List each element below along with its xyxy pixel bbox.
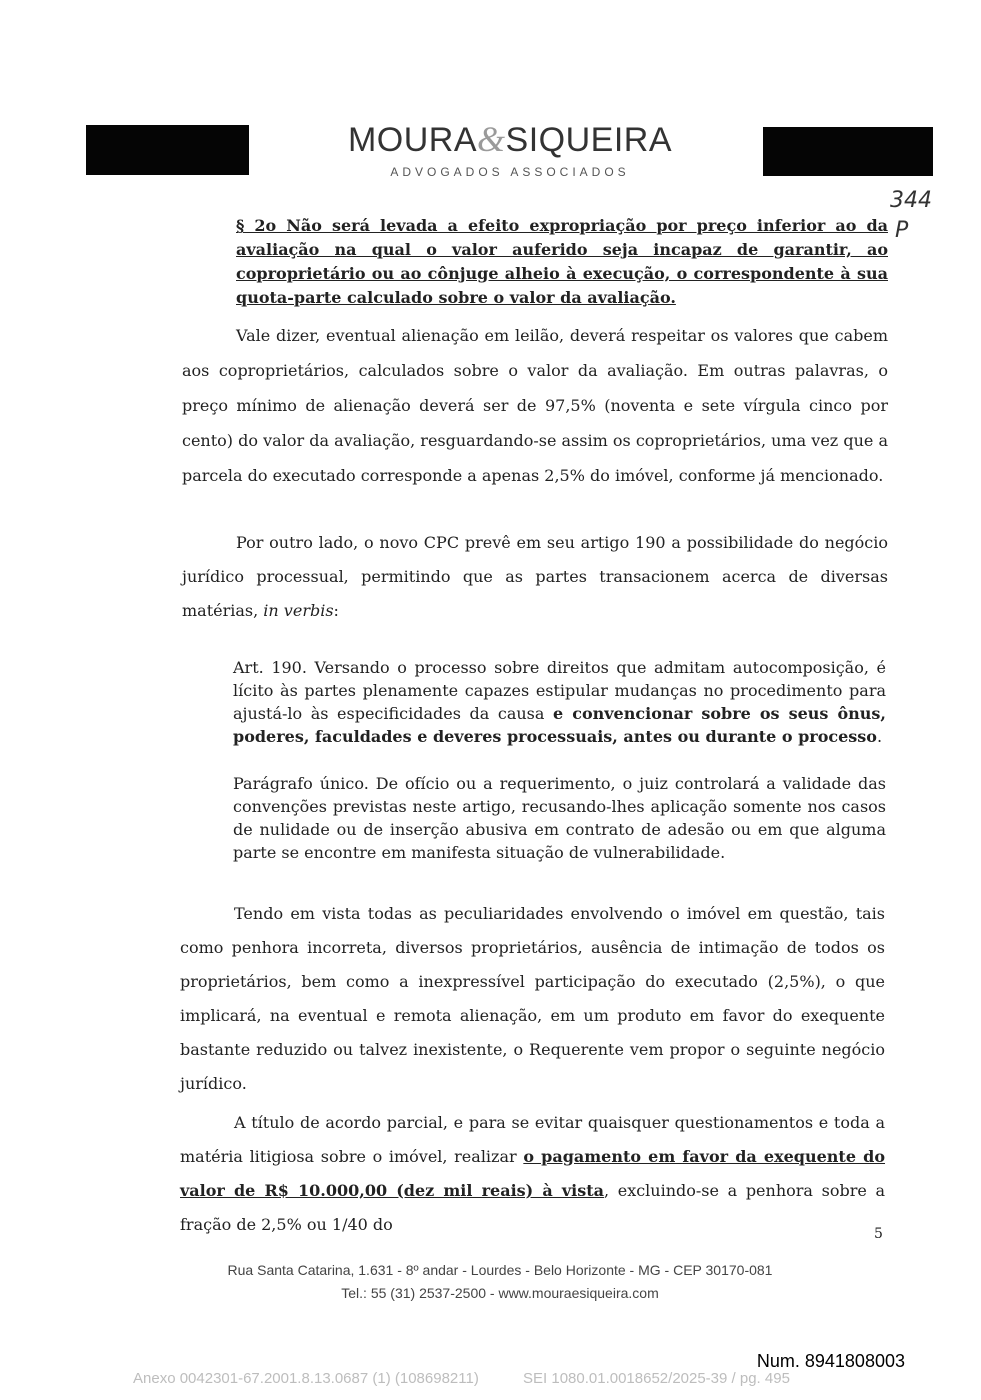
document-number-stamp: Num. 8941808003 [756,1351,905,1371]
page-number: 5 [874,1226,883,1242]
logo-right-text: SIQUEIRA [505,121,673,159]
p4-bold-underline: o pagamento em favor da exequente do valor de R$ 10.000,00 (dez mil reais) à vista [180,1147,886,1200]
p2-italic: in verbis [263,601,334,620]
redaction-block-left [86,125,249,175]
paragrafo-unico-quote: Parágrafo único. De ofício ou a requerimento, o juiz controlará a validade das convenções previstas neste artigo, recusando-lhes aplicação somente nos casos de nulidade ou de inserção abusiva em contrato de adesão ou em que alguma parte se encontre em manifesta situação de vulnerabilidade. [233,774,886,862]
body-paragraph-3: Tendo em vista todas as peculiaridades envolvendo o imóvel em questão, tais como penhora incorreta, diversos proprietários, ausência de intimação de todos os proprietários, bem como a inexpressível participação do executado (2,5%), o que implicará, na eventual e remota alienação, em um produto em favor do exequente bastante reduzido ou talvez inexistente, o Requerente vem propor o seguinte negócio jurídico. [180,904,885,1093]
logo-left-text: MOURA [347,121,478,159]
firm-logo [300,118,720,160]
logo-ampersand: & [477,119,506,159]
art190-bold: e convencionar sobre os seus ônus, poderes, faculdades e deveres processuais, antes ou durante o processo [233,704,886,746]
p4-end: , excluindo-se a penhora sobre a fração de 2,5% ou 1/40 do [180,1181,885,1234]
handwritten-mark: P [895,218,909,243]
p4-text: A título de acordo parcial, e para se evitar quaisquer questionamentos e toda a matéria litigiosa sobre o imóvel, realizar [180,1113,885,1166]
p2-end: : [333,601,339,620]
footer-contact: Tel.: 55 (31) 2537-2500 - www.mouraesiqueira.com [341,1285,659,1301]
quoted-legal-paragraph: § 2o Não será levada a efeito expropriação por preço inferior ao da avaliação na qual o valor auferido seja incapaz de garantir, ao coproprietário ou ao cônjuge alheio à execução, o correspondente à sua quota-parte calculado sobre o valor da avaliação. [236,216,888,307]
body-paragraph-4 [180,1106,885,1242]
sei-reference: SEI 1080.01.0018652/2025-39 / pg. 495 [523,1370,790,1387]
p2-text: Por outro lado, o novo CPC prevê em seu artigo 190 a possibilidade do negócio jurídico processual, permitindo que as partes transacionem acerca de diversas matérias, [182,533,888,620]
handwritten-folio: 344 [890,188,932,213]
article-190-quote [233,656,886,748]
body-paragraph-1: Vale dizer, eventual alienação em leilão, deverá respeitar os valores que cabem aos coproprietários, calculados sobre o valor da avaliação. Em outras palavras, o preço mínimo de alienação deverá ser de 97,5% (noventa e sete vírgula cinco por cento) do valor da avaliação, resguardando-se assim os coproprietários, uma vez que a parcela do executado corresponde a apenas 2,5% do imóvel, conforme já mencionado. [182,326,888,485]
firm-logo-subtitle: ADVOGADOS ASSOCIADOS [390,165,630,179]
annex-stamp [133,1370,790,1387]
redaction-block-right [763,127,933,176]
art190-end: . [876,727,883,746]
footer-address: Rua Santa Catarina, 1.631 - 8º andar - Lourdes - Belo Horizonte - MG - CEP 30170-081 [227,1262,773,1278]
annex-reference: Anexo 0042301-67.2001.8.13.0687 (1) (108698211) [133,1370,479,1387]
body-paragraph-2 [182,526,888,628]
art190-text: Art. 190. Versando o processo sobre direitos que admitam autocomposição, é lícito às partes plenamente capazes estipular mudanças no procedimento para ajustá-lo às especificidades da causa [233,658,886,723]
